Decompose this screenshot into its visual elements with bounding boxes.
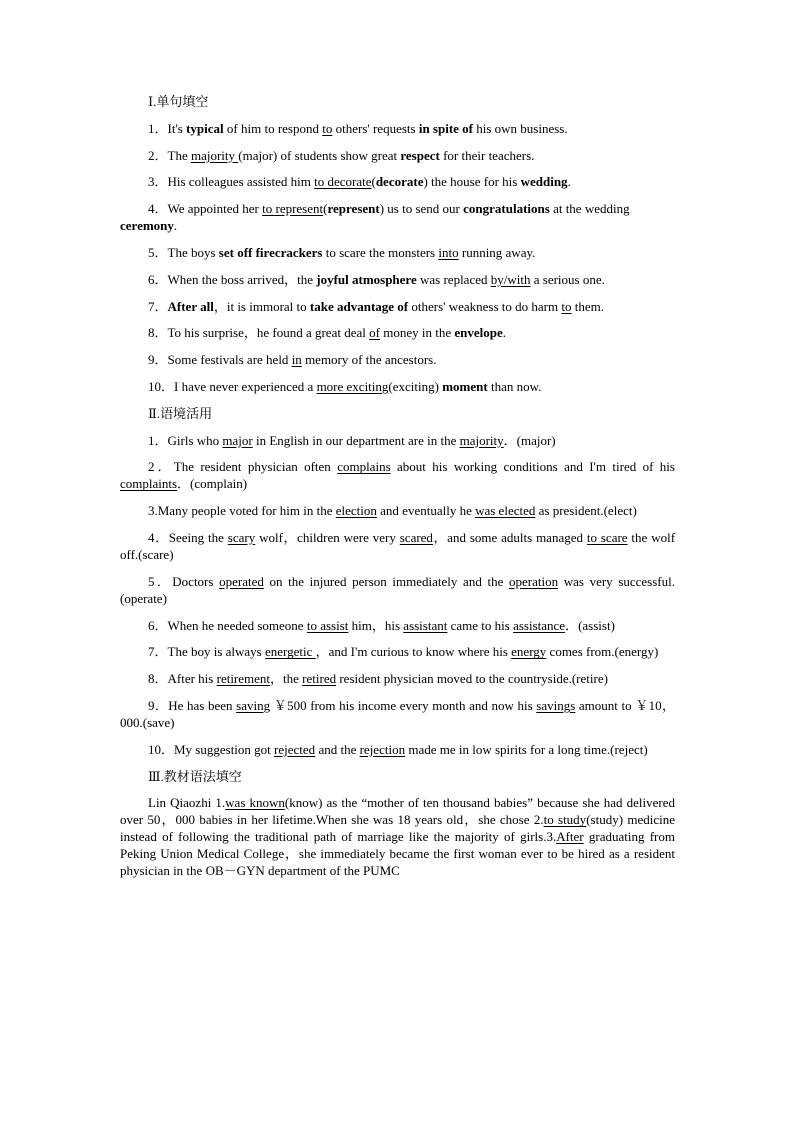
text-segment: for their teachers. xyxy=(439,147,535,163)
answer-blank: retired xyxy=(302,671,337,687)
exercise-item xyxy=(120,458,675,492)
text-segment: 3．His colleagues assisted him xyxy=(148,174,315,190)
answer-blank: operation xyxy=(508,573,559,589)
key-phrase: decorate xyxy=(375,174,424,190)
answer-blank: to decorate xyxy=(314,174,372,190)
text-segment: 5．Doctors xyxy=(148,573,220,589)
grammar-fill-paragraph xyxy=(120,794,675,879)
text-segment: ，and I'm curious to know where his xyxy=(315,644,512,660)
answer-blank: complaints xyxy=(120,476,178,492)
exercise-item xyxy=(120,271,675,288)
text-segment: ．(major) xyxy=(503,432,556,448)
key-phrase: represent xyxy=(327,201,380,217)
answer-blank: into xyxy=(438,244,459,260)
text-segment: running away. xyxy=(458,244,536,260)
exercise-item xyxy=(120,643,675,660)
exercise-item xyxy=(120,200,675,234)
answer-blank: in xyxy=(291,352,302,368)
answer-blank: operated xyxy=(219,573,264,589)
answer-blank: After xyxy=(556,829,584,845)
text-segment: them. xyxy=(571,298,605,314)
section-1-items xyxy=(120,120,675,395)
text-segment: (exciting) xyxy=(388,378,443,394)
text-segment: ，it is immoral to xyxy=(213,298,310,314)
text-segment: was replaced xyxy=(416,271,491,287)
answer-blank: major xyxy=(222,432,253,448)
text-segment: 3.Many people voted for him in the xyxy=(148,503,336,519)
key-phrase: take advantage of xyxy=(309,298,409,314)
key-phrase: wedding xyxy=(520,174,568,190)
text-segment: came to his xyxy=(447,617,514,633)
exercise-item xyxy=(120,573,675,607)
section-2-items xyxy=(120,432,675,758)
key-phrase: envelope xyxy=(454,325,503,341)
key-phrase: set off firecrackers xyxy=(218,244,323,260)
answer-blank: energetic xyxy=(264,644,316,660)
answer-blank: election xyxy=(335,503,377,519)
text-segment: 7． xyxy=(148,298,168,314)
text-segment: made me in low spirits for a long time.(reject) xyxy=(405,741,648,757)
text-segment: to scare the monsters xyxy=(322,244,439,260)
answer-blank: of xyxy=(369,325,380,341)
exercise-item xyxy=(120,120,675,137)
key-phrase: typical xyxy=(186,120,224,136)
text-segment: (know) as the “mother of ten thousand babies” because she had delivered over 50，000 babies in her lifetime.When she was 18 years old，she chose 2. xyxy=(120,795,675,828)
text-segment: comes from.(energy) xyxy=(546,644,659,660)
section-3-heading: Ⅲ.教材语法填空 xyxy=(148,768,242,784)
text-segment: 4．Seeing the xyxy=(148,529,228,545)
exercise-item xyxy=(120,741,675,758)
text-segment: (study) medicine instead of following the traditional path of marriage like the majority of girls.3. xyxy=(120,812,675,845)
text-segment: his own business. xyxy=(473,120,568,136)
answer-blank: to study xyxy=(543,812,587,828)
text-segment: on the injured person immediately and the xyxy=(263,573,509,589)
text-segment: of him to respond xyxy=(223,120,323,136)
exercise-item xyxy=(120,324,675,341)
answer-blank: more exciting xyxy=(316,378,389,394)
document-content xyxy=(120,93,675,889)
exercise-item xyxy=(120,670,675,687)
answer-blank: scary xyxy=(227,529,256,545)
answer-blank: majority xyxy=(190,147,239,163)
answer-blank: was elected xyxy=(475,503,536,519)
answer-blank: savings xyxy=(536,697,576,713)
text-segment: 8．After his xyxy=(148,671,217,687)
exercise-item xyxy=(120,147,675,164)
answer-blank: to scare xyxy=(586,529,628,545)
answer-blank: assistance xyxy=(513,617,566,633)
text-segment: wolf，children were very xyxy=(255,529,400,545)
exercise-item xyxy=(120,173,675,190)
text-segment: the wolf off.(scare) xyxy=(120,529,676,562)
text-segment: . xyxy=(567,174,571,190)
text-segment: memory of the ancestors. xyxy=(301,352,437,368)
text-segment: about his working conditions and I'm tired of his xyxy=(390,459,675,475)
text-segment: in English in our department are in the xyxy=(252,432,460,448)
key-phrase: moment xyxy=(442,378,488,394)
answer-blank: scared xyxy=(399,529,433,545)
answer-blank: complains xyxy=(337,459,391,475)
answer-blank: by/with xyxy=(490,271,531,287)
answer-blank: saving xyxy=(236,697,271,713)
text-segment: others' weakness to do harm xyxy=(408,298,562,314)
answer-blank: rejected xyxy=(274,741,316,757)
answer-blank: rejection xyxy=(359,741,406,757)
answer-blank: to represent xyxy=(262,201,324,217)
key-phrase: in spite of xyxy=(418,120,473,136)
text-segment: amount to ￥10，000.(save) xyxy=(120,697,676,730)
text-segment: 2．The resident physician often xyxy=(148,459,338,475)
text-segment: him，his xyxy=(348,617,404,633)
key-phrase: congratulations xyxy=(463,201,550,217)
text-segment: ．(complain) xyxy=(177,476,248,492)
exercise-item xyxy=(120,298,675,315)
key-phrase: respect xyxy=(400,147,440,163)
text-segment: at the wedding xyxy=(549,201,630,217)
text-segment: . xyxy=(502,325,506,341)
text-segment: a serious one. xyxy=(530,271,605,287)
exercise-item xyxy=(120,244,675,261)
text-segment: Lin Qiaozhi 1. xyxy=(148,795,226,811)
text-segment: ) us to send our xyxy=(379,201,464,217)
text-segment: 5．The boys xyxy=(148,244,219,260)
text-segment: 6．When the boss arrived，the xyxy=(148,271,317,287)
text-segment: ．(assist) xyxy=(565,617,615,633)
key-phrase: After all xyxy=(167,298,214,314)
text-segment: as president.(elect) xyxy=(535,503,637,519)
key-phrase: ceremony xyxy=(120,218,174,234)
text-segment: resident physician moved to the countryside.(retire) xyxy=(336,671,608,687)
answer-blank: assistant xyxy=(403,617,448,633)
text-segment: (major) of students show great xyxy=(238,147,401,163)
answer-blank: energy xyxy=(511,644,547,660)
text-segment: graduating from Peking Union Medical College，she immediately became the first woman ever to be hired as a resident physician in the OB－GYN department of the PUMC xyxy=(120,829,675,879)
answer-blank: majority xyxy=(459,432,504,448)
exercise-item xyxy=(120,697,675,731)
text-segment: 10．My suggestion got xyxy=(148,741,275,757)
text-segment: 8．To his surprise，he found a great deal xyxy=(148,325,370,341)
text-segment: 1．It's xyxy=(148,120,187,136)
text-segment: 7．The boy is always xyxy=(148,644,265,660)
text-segment: 9．He has been xyxy=(148,697,237,713)
text-segment: 6．When he needed someone xyxy=(148,617,307,633)
exercise-item xyxy=(120,432,675,449)
text-segment: than now. xyxy=(487,378,542,394)
exercise-item xyxy=(120,351,675,368)
answer-blank: was known xyxy=(225,795,285,811)
text-segment: others' requests xyxy=(332,120,419,136)
section-1-heading: Ⅰ.单句填空 xyxy=(148,94,209,109)
text-segment: ，and some adults managed xyxy=(432,529,587,545)
answer-blank: to xyxy=(561,298,572,314)
text-segment: . xyxy=(173,218,178,234)
text-segment: 10．I have never experienced a xyxy=(148,378,317,394)
text-segment: ( xyxy=(323,201,328,217)
text-segment: ￥500 from his income every month and now his xyxy=(270,697,537,713)
section-2-heading: Ⅱ.语境活用 xyxy=(148,405,213,421)
text-segment: 1．Girls who xyxy=(148,432,223,448)
text-segment: ，the xyxy=(270,671,303,687)
text-segment: 4．We appointed her xyxy=(148,201,263,217)
text-segment: 9．Some festivals are held xyxy=(148,352,292,368)
text-segment: ) the house for his xyxy=(423,174,521,190)
text-segment: and the xyxy=(315,741,360,757)
answer-blank: to assist xyxy=(306,617,349,633)
answer-blank: retirement xyxy=(216,671,271,687)
answer-blank: to xyxy=(322,120,333,136)
text-segment: ( xyxy=(371,174,376,190)
text-segment: money in the xyxy=(379,325,455,341)
text-segment: 2．The xyxy=(148,147,191,163)
exercise-item xyxy=(120,502,675,519)
key-phrase: joyful atmosphere xyxy=(316,271,417,287)
text-segment: was very successful.(operate) xyxy=(120,573,675,606)
exercise-item xyxy=(120,529,675,563)
exercise-item xyxy=(120,617,675,634)
exercise-item xyxy=(120,378,675,395)
text-segment: and eventually he xyxy=(376,503,476,519)
